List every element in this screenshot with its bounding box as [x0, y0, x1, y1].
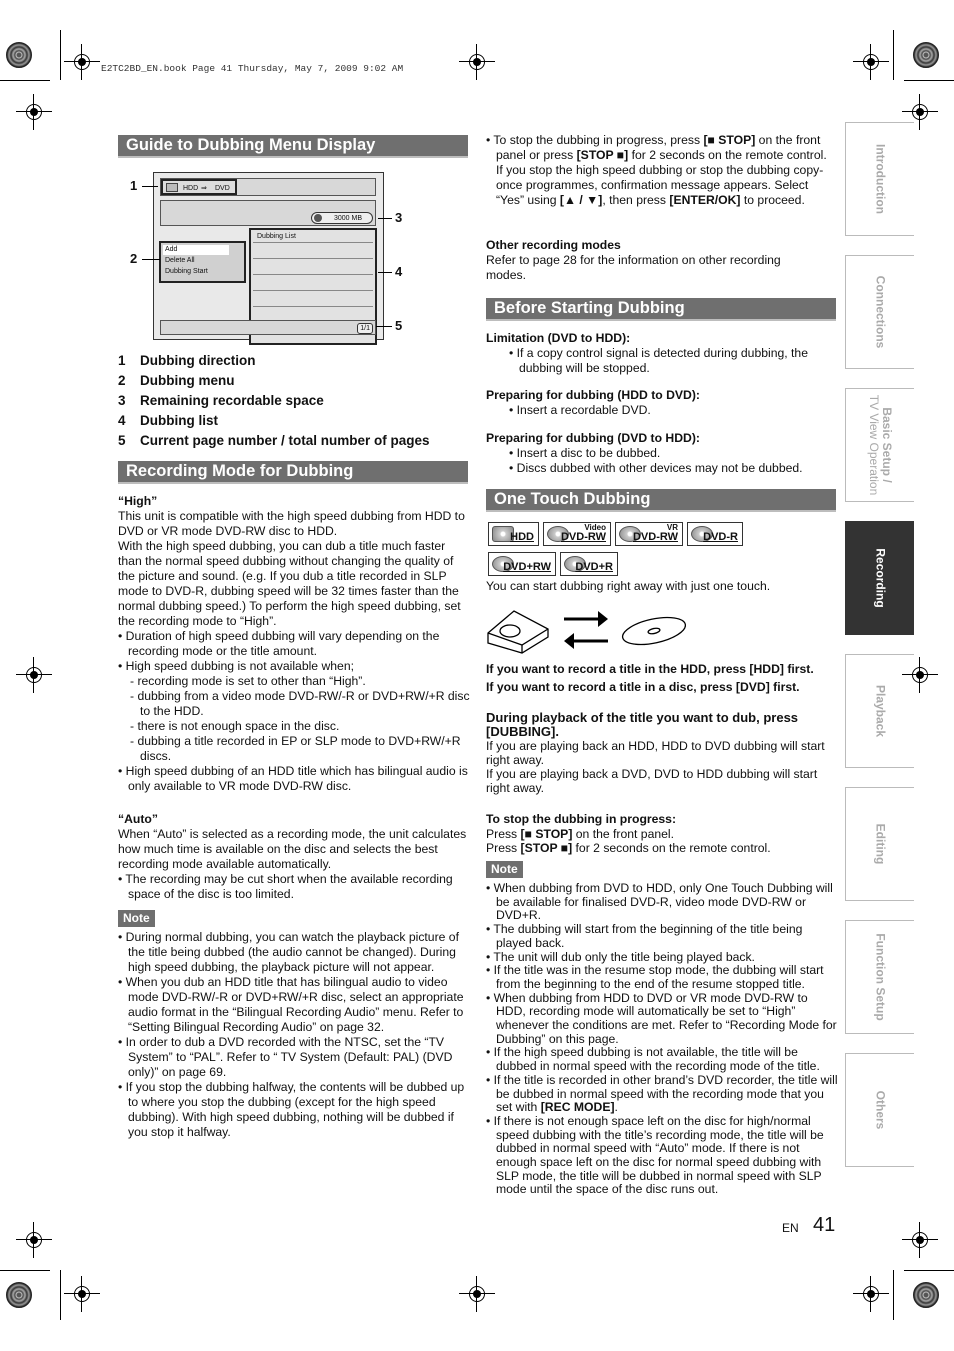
page-bar [160, 320, 376, 335]
callout-2: 2 [130, 251, 138, 266]
note-tag-left: Note [118, 910, 155, 927]
direction-box [161, 179, 237, 195]
status-bar [160, 200, 376, 226]
legend-item: 5 Current page number / total number of pages [118, 433, 430, 448]
onetouch-body: If you are playing back an HDD, HDD to DVD dubbing will start right away. If you are playing back a DVD, DVD to HDD dubbing will start right away. [486, 739, 825, 795]
trim-line [60, 1270, 61, 1320]
callout-3: 3 [395, 210, 403, 225]
recording-mode-body: “High” This unit is compatible with the high speed dubbing from HDD to DVD or VR mode DVD-RW disc to HDD. With the high speed dubbing, you can dub a title much faster than the normal speed dubbing without changing the quality of the picture and sound. (e.g. If you dub a title recorded in SLP mode to DVD-R, dubbing speed will be 32 times faster than the normal dubbing speed.) To perform the high speed dubbing, set the recording mode to “High”. • Duration of high speed dubbing will vary depending on the recording mode or the title amount. • High speed dubbing is not available when; - recording mode is set to other than “High”. - dubbing from a video mode DVD-RW/-R or DVD+RW/+R disc to the HDD. - there is not enough space in the disc. - dubbing a title recorded in EP or SLP mode to DVD+RW/+R discs. • High speed dubbing of an HDD title which has bilingual audio is only available to VR mode DVD-RW disc. [118, 494, 470, 793]
before-section-title: Before Starting Dubbing [486, 298, 836, 319]
stop-dubbing-bullet: • To stop the dubbing in progress, press [■ STOP] on the front panel or press [STOP ■] for 2 seconds on the remote control. If you stop the high speed dubbing or stop the dubbing copy-once programmes, confirmation message appears. Select “Yes” using [▲ / ▼], then press [ENTER/OK] to proceed. [486, 133, 827, 207]
before-body: Limitation (DVD to HDD): • If a copy control signal is detected during dubbing, the dubbing will be stopped. Preparing for dubbing (HDD to DVD): • Insert a recordable DVD. Preparing for dubbing (DVD to HDD): • Insert a disc to be dubbed. • Discs dubbed with other devices may not be dubbed. [486, 331, 808, 475]
direction-to: DVD [215, 185, 230, 192]
trim-line [60, 30, 61, 80]
tab-introduction[interactable]: Introduction [845, 122, 914, 236]
tab-basic-setup[interactable]: Basic Setup / TV View Operation [845, 388, 914, 502]
badge-dvd-r: DVD-R [687, 522, 743, 546]
stop-progress-body: To stop the dubbing in progress: Press [■ STOP] on the front panel. Press [STOP ■] for 2 seconds on the remote control. [486, 812, 771, 855]
direction-bar [160, 178, 376, 196]
print-header: E2TC2BD_EN.book Page 41 Thursday, May 7, 2009 9:02 AM [101, 63, 404, 74]
tab-others[interactable]: Others [845, 1053, 914, 1167]
leader-line [378, 218, 392, 219]
disc-icon [314, 214, 322, 222]
registration-mark-bottom-left [6, 1282, 32, 1308]
tab-playback[interactable]: Playback [845, 654, 914, 768]
badge-dvd-rw-video: Video DVD-RW [543, 522, 611, 546]
legend-item: 3 Remaining recordable space [118, 393, 324, 408]
crosshair-mark [22, 100, 46, 124]
hdd-icon [166, 183, 178, 192]
callout-5: 5 [395, 318, 403, 333]
trim-line [904, 1270, 954, 1271]
dvd-first-instruction: If you want to record a title in a disc, press [DVD] first. [486, 680, 800, 694]
trim-line [904, 80, 954, 81]
trim-line [893, 30, 894, 80]
trim-line [0, 80, 50, 81]
crosshair-mark [859, 50, 883, 74]
badge-hdd: HDD [488, 522, 539, 546]
guide-section-title: Guide to Dubbing Menu Display [118, 135, 468, 156]
crosshair-mark [859, 1282, 883, 1306]
badge-dvd-rw-vr: VR DVD-RW [615, 522, 683, 546]
tab-editing[interactable]: Editing [845, 787, 914, 901]
direction-from: HDD [183, 185, 199, 192]
callout-4: 4 [395, 264, 403, 279]
registration-mark-top-left [6, 42, 32, 68]
hdd-first-instruction: If you want to record a title in the HDD, press [HDD] first. [486, 662, 814, 676]
legend-item: 4 Dubbing list [118, 413, 218, 428]
page-indicator: 1/1 [357, 323, 373, 334]
hdd-drive-icon [488, 611, 548, 653]
page-number: 41 [813, 1214, 836, 1236]
arrow-icon: ⇒ [201, 185, 207, 192]
registration-mark-top-right [913, 42, 939, 68]
space-indicator [311, 212, 373, 224]
crosshair-mark [908, 1228, 932, 1252]
diagram-legend [118, 351, 430, 451]
onetouch-section-title: One Touch Dubbing [486, 489, 836, 510]
leader-line [376, 326, 392, 327]
crosshair-mark [908, 100, 932, 124]
dubbing-menu-panel [159, 241, 246, 283]
onetouch-intro: You can start dubbing right away with just one touch. [486, 579, 771, 593]
auto-mode-body: “Auto” When “Auto” is selected as a recording mode, the unit calculates how much time is available on the disc and selects the best recording mode available automatically. • The recording may be cut short when the available recording space of the disc is too limited. [118, 812, 467, 901]
dubbing-step: During playback of the title you want to dub, press [DUBBING]. [486, 710, 799, 739]
legend-item: 2 Dubbing menu [118, 373, 235, 388]
recording-mode-section-title: Recording Mode for Dubbing [118, 461, 468, 482]
tab-function-setup[interactable]: Function Setup [845, 920, 914, 1034]
dubbing-menu-diagram [153, 172, 384, 340]
other-modes-body: Other recording modes Refer to page 28 for the information on other recording modes. [486, 238, 781, 282]
crosshair-mark [22, 663, 46, 687]
crosshair-mark [70, 50, 94, 74]
language-code: EN [782, 1221, 799, 1235]
menu-item-delete-all: Delete All [165, 257, 195, 264]
trim-line [893, 1270, 894, 1320]
note-tag-right: Note [486, 861, 523, 878]
crosshair-mark [22, 1228, 46, 1252]
note-left-body: • During normal dubbing, you can watch the playback picture of the title being dubbed (the audio cannot be changed). During high speed dubbing, the playback picture will not appear. • When you dub an HDD title that has bilingual audio to video mode DVD-RW/-R or DVD+RW/+R disc, select an appropriate audio format in the “Bilingual Recording Audio” menu. Refer to “Setting Bilingual Recording Audio” on page 32. • In order to dub a DVD recorded with the NTSC, set the “TV System” to “PAL”. Refer to “ TV System (Default: PAL) (DVD only)” on page 69. • If you stop the dubbing halfway, the contents will be dubbed up to where you stop the dubbing (except for the high speed dubbing). With high speed dubbing, nothing will be dubbed if you stop it halfway. [118, 930, 465, 1139]
callout-1: 1 [130, 178, 138, 193]
trim-line [0, 1270, 50, 1271]
crosshair-mark [465, 50, 489, 74]
crosshair-mark [70, 1282, 94, 1306]
registration-mark-bottom-right [913, 1282, 939, 1308]
badge-dvd-plus-r: DVD+R [560, 552, 618, 576]
leader-line [142, 186, 158, 187]
leader-line [378, 272, 392, 273]
menu-item-dubbing-start: Dubbing Start [165, 268, 208, 275]
dubbing-list-title: Dubbing List [257, 233, 296, 240]
disc-icon [620, 613, 686, 650]
dubbing-illustration [486, 603, 686, 655]
note-right-body: • When dubbing from DVD to HDD, only One Touch Dubbing will be available for finalised DVD-R, video mode DVD-RW or DVD+R. • The dubbing will start from the beginning of the title being played back. • The unit will dub only the title being played back. • If the title was in the resume stop mode, the dubbing will start from the beginning to the end of the resume stopped title. • When dubbing from HDD to DVD or VR mode DVD-RW to HDD, recording mode will automatically be set to “High” whenever the conditions are met. Refer to “Recording Mode for Dubbing” on this page. • If the high speed dubbing is not available, the title will be dubbed in normal speed with the recording mode of the title. • If the title is recorded in other brand’s DVD recorder, the title will be dubbed in normal speed with the recording mode that you set with [REC MODE]. • If there is not enough space left on the disc for high/normal speed dubbing with the title’s recording mode, the title will be dubbed in normal speed with “Auto” mode. If there is not enough space left on the disc for normal speed dubbing with SLP mode, the title will be dubbed in normal speed with SLP mode until the space of the disc runs out. [486, 881, 838, 1197]
tab-connections[interactable]: Connections [845, 255, 914, 369]
legend-item: 1 Dubbing direction [118, 353, 256, 368]
leader-line [142, 259, 160, 260]
crosshair-mark [465, 1282, 489, 1306]
badge-dvd-plus-rw: DVD+RW [488, 552, 556, 576]
tab-recording[interactable]: Recording [845, 521, 914, 635]
remaining-space: 3000 MB [334, 215, 363, 222]
menu-item-add: Add [163, 245, 229, 255]
exchange-arrows-icon [564, 611, 608, 649]
